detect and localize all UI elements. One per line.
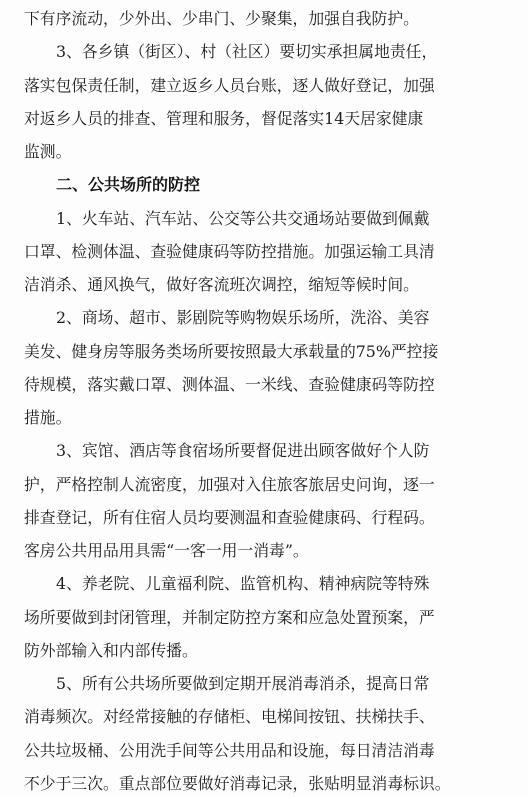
text-line: 对返乡人员的排查、管理和服务，督促落实14天居家健康 [24,108,424,128]
section-heading: 二、公共场所的防控 [56,175,201,195]
text-line: 防外部输入和内部传播。 [24,640,198,660]
text-line: 消毒频次。对经常接触的存储柜、电梯间按钮、扶梯扶手、 [24,707,435,727]
text-line: 不少于三次。重点部位要做好消毒记录，张贴明显消毒标识。 [24,774,451,793]
text-line: 护，严格控制人流密度，加强对入住旅客旅居史问询，逐一 [24,474,435,494]
text-line: 公共垃圾桶、公用洗手间等公共用品和设施，每日清洁消毒 [24,740,435,760]
text-line: 场所要做到封闭管理，并制定防控方案和应急处置预案，严 [24,607,435,627]
text-line: 下有序流动，少外出、少串门、少聚集，加强自我防护。 [24,9,419,28]
text-line: 落实包保责任制，建立返乡人员台账，逐人做好登记，加强 [24,75,435,95]
text-line: 措施。 [24,408,72,428]
text-line: 洁消杀、通风换气，做好客流班次调控，缩短等候时间。 [24,275,419,295]
text-line: 口罩、检测体温、查验健康码等防控措施。加强运输工具清 [24,241,435,261]
text-line: 监测。 [24,142,72,162]
text-line: 客房公共用品用具需“一客一用一消毒”。 [24,541,309,561]
paragraph-2-line: 2、商场、超市、影剧院等购物娱乐场所，洗浴、美容 [56,308,430,328]
text-line: 待规模，落实戴口罩、测体温、一米线、查验健康码等防控 [24,374,435,394]
text-line: 排查登记，所有住宿人员均要测温和查验健康码、行程码。 [24,507,435,527]
text-line: 美发、健身房等服务类场所要按照最大承载量的75%严控接 [24,341,439,361]
paragraph-3b-line: 3、宾馆、酒店等食宿场所要督促进出顾客做好个人防 [56,441,430,461]
paragraph-5-line: 5、所有公共场所要做到定期开展消毒消杀，提高日常 [56,674,430,694]
paragraph-1-line: 1、火车站、汽车站、公交等公共交通场站要做到佩戴 [56,208,430,228]
paragraph-4-line: 4、养老院、儿童福利院、监管机构、精神病院等特殊 [56,574,430,594]
paragraph-3-line: 3、各乡镇（街区）、村（社区）要切实承担属地责任， [56,42,438,62]
